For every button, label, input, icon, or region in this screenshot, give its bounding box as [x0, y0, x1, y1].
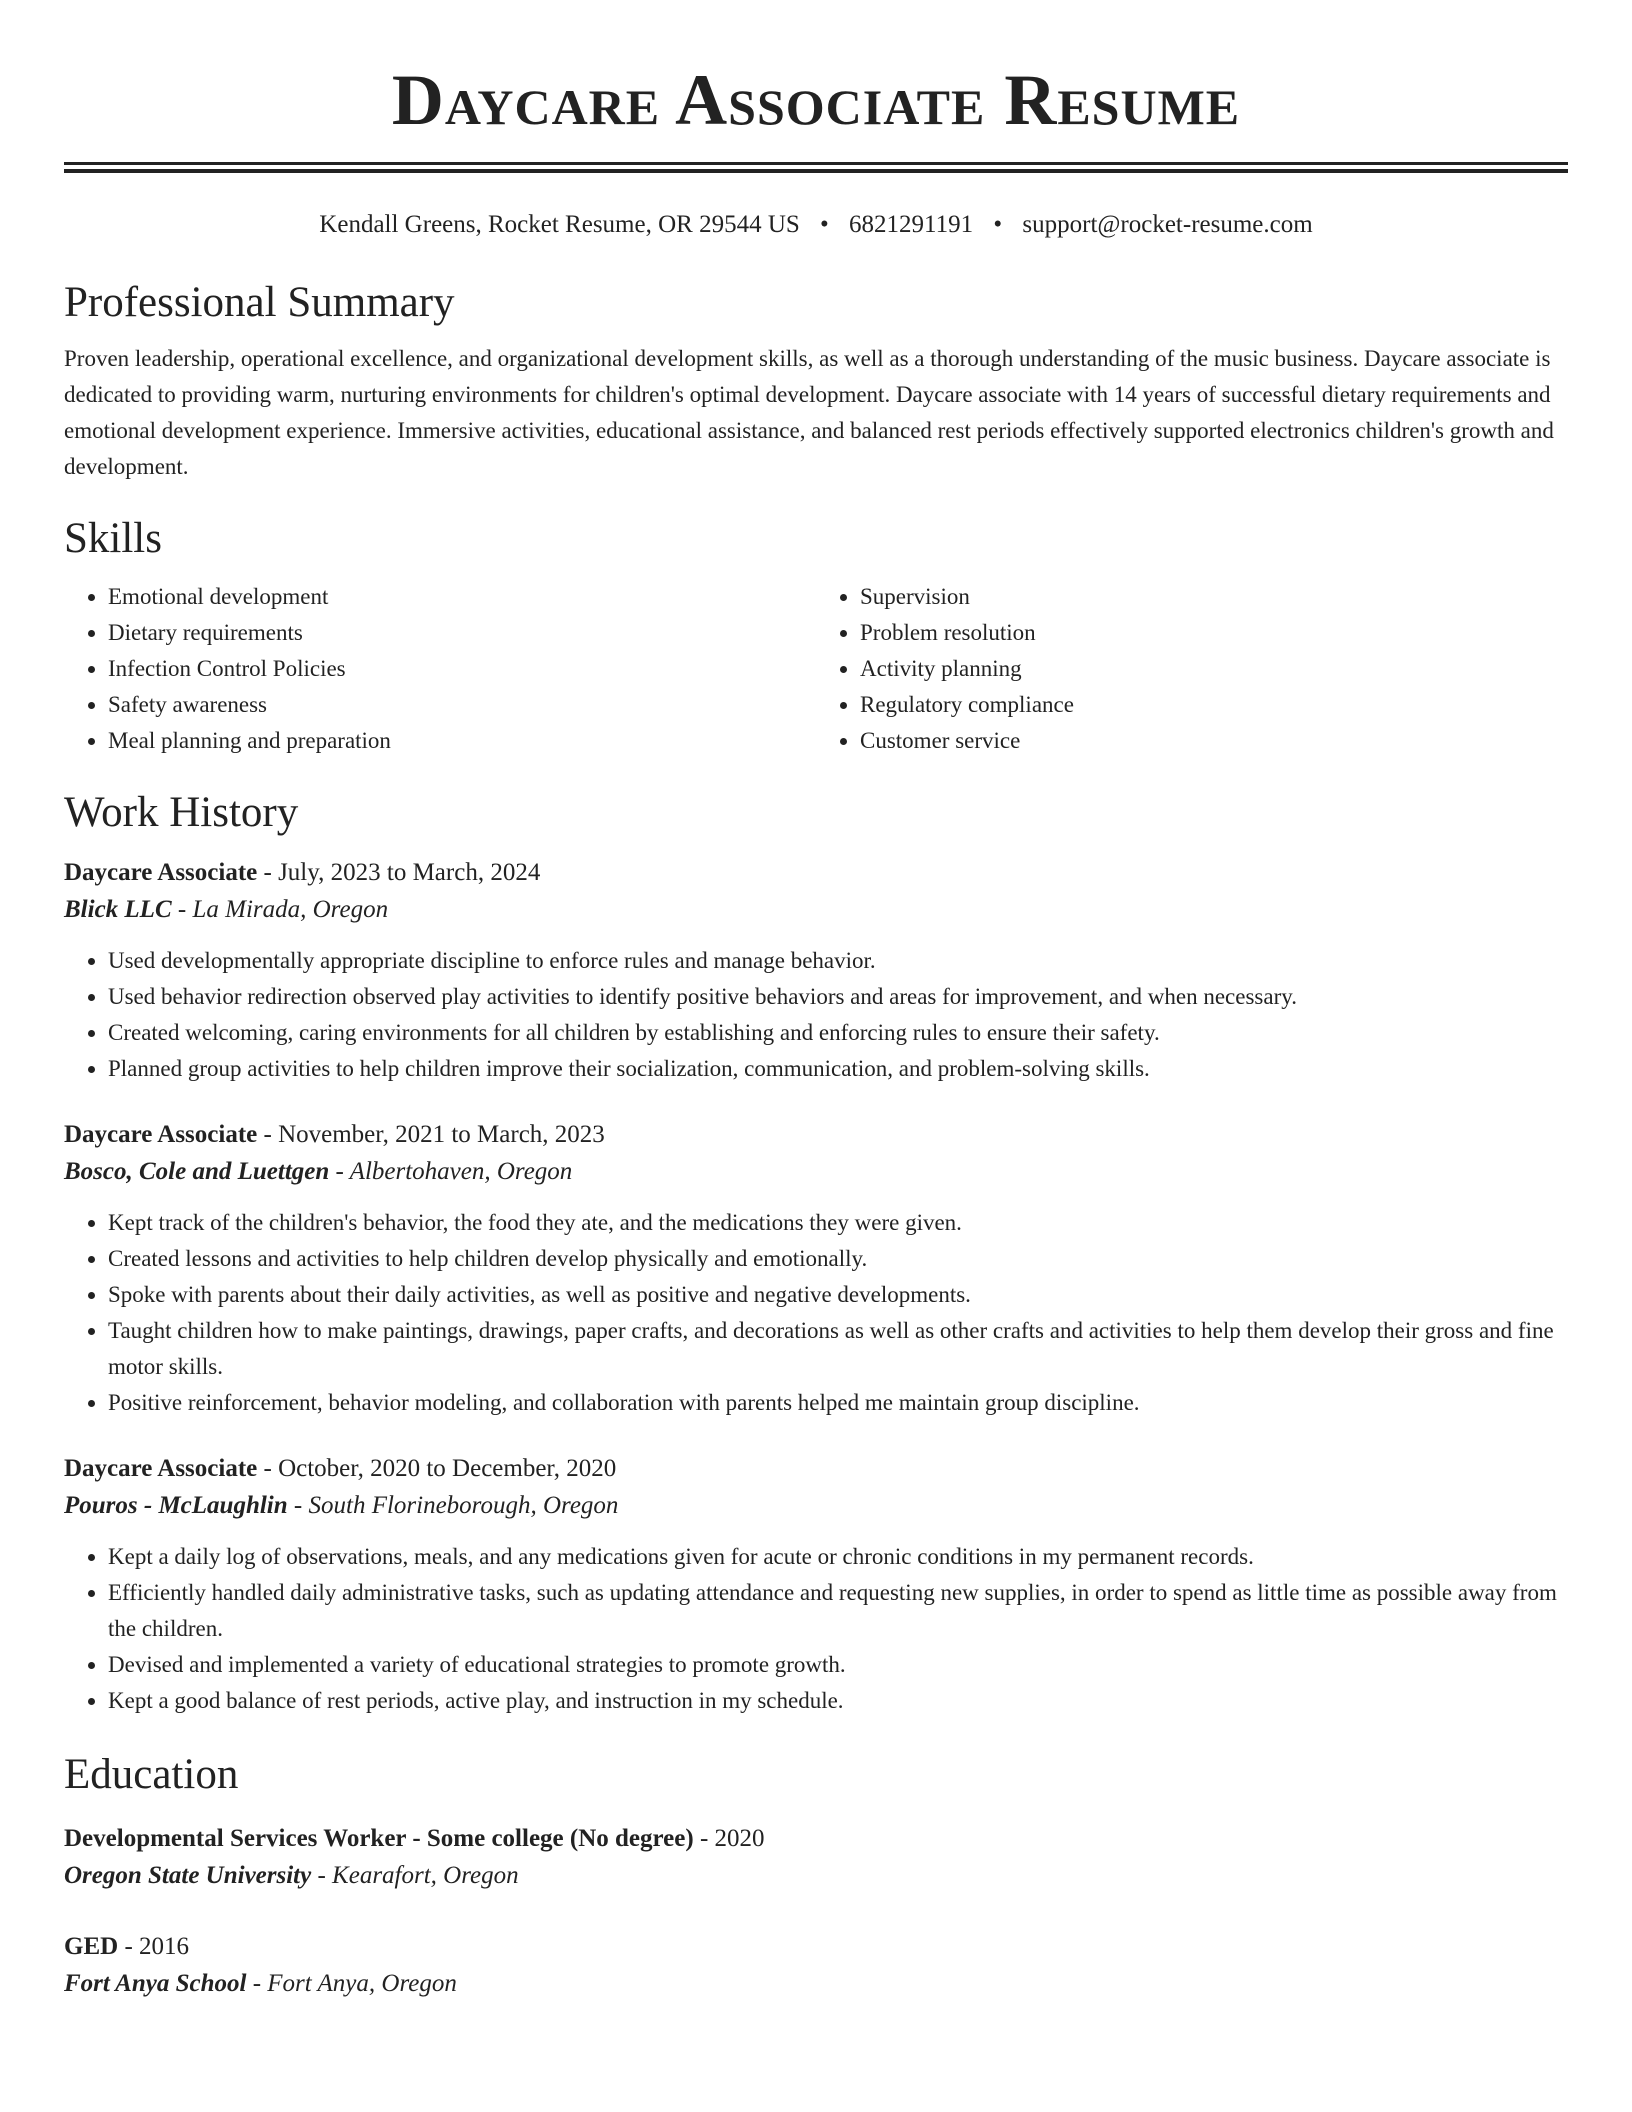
job-bullet: • Kept a good balance of rest periods, active play, and instruction in my schedule. — [108, 1683, 1568, 1719]
education-degree: Developmental Services Worker - Some college (No degree) — [64, 1825, 694, 1852]
job-company-line — [64, 891, 1568, 929]
job-company: Blick LLC — [64, 896, 172, 923]
skill-item: • Safety awareness — [108, 687, 816, 723]
education-year: - 2016 — [124, 1933, 190, 1960]
contact-line — [64, 209, 1568, 241]
education-degree: GED — [64, 1933, 119, 1960]
job-header — [64, 855, 1568, 891]
job-location: - Albertohaven, Oregon — [335, 1158, 573, 1185]
job-entry — [64, 855, 1568, 1087]
contact-separator: • — [993, 211, 1003, 238]
job-company-line — [64, 1153, 1568, 1191]
job-title: Daycare Associate — [64, 859, 258, 886]
job-bullet: • Used behavior redirection observed play activities to identify positive behaviors and areas for improvement, and when necessary. — [108, 979, 1568, 1015]
job-bullet: • Planned group activities to help children improve their socialization, communication, and problem-solving skills. — [108, 1051, 1568, 1087]
skill-item: • Infection Control Policies — [108, 651, 816, 687]
work-history-heading: Work History — [64, 789, 299, 836]
education-entry — [64, 1929, 1568, 2003]
job-location: - La Mirada, Oregon — [177, 896, 389, 923]
skill-item: • Customer service — [860, 723, 1568, 759]
skill-item: • Meal planning and preparation — [108, 723, 816, 759]
contact-phone: 6821291191 — [849, 211, 974, 238]
job-bullet: • Kept track of the children's behavior, the food they ate, and the medications they were given. — [108, 1205, 1568, 1241]
skill-item: • Emotional development — [108, 579, 816, 615]
education-school-line — [64, 1857, 1568, 1895]
job-header — [64, 1451, 1568, 1487]
education-location: - Fort Anya, Oregon — [252, 1970, 457, 1997]
job-bullet: • Devised and implemented a variety of educational strategies to promote growth. — [108, 1647, 1568, 1683]
job-header — [64, 1117, 1568, 1153]
contact-address: Kendall Greens, Rocket Resume, OR 29544 US — [319, 211, 800, 238]
skill-item: • Activity planning — [860, 651, 1568, 687]
job-entry — [64, 1451, 1568, 1719]
job-bullet: • Kept a daily log of observations, meals, and any medications given for acute or chronic conditions in my permanent records. — [108, 1539, 1568, 1575]
skill-item: • Supervision — [860, 579, 1568, 615]
resume-title: Daycare Associate Resume — [391, 60, 1241, 140]
contact-email: support@rocket-resume.com — [1022, 211, 1313, 238]
job-company: Bosco, Cole and Luettgen — [64, 1158, 330, 1185]
job-company: Pouros - McLaughlin — [64, 1492, 288, 1519]
job-dates: - October, 2020 to December, 2020 — [263, 1455, 617, 1482]
education-header — [64, 1821, 1568, 1857]
job-bullet: • Positive reinforcement, behavior modeling, and collaboration with parents helped me maintain group discipline. — [108, 1385, 1568, 1421]
job-dates: - July, 2023 to March, 2024 — [263, 859, 541, 886]
skills-column-right — [816, 579, 1568, 759]
job-bullet: • Efficiently handled daily administrative tasks, such as updating attendance and requesting new supplies, in order to spend as little time as possible away from the children. — [108, 1575, 1568, 1647]
job-title: Daycare Associate — [64, 1121, 258, 1148]
education-school: Oregon State University — [64, 1862, 312, 1889]
education-year: - 2020 — [699, 1825, 765, 1852]
skills-list — [64, 579, 1568, 759]
job-bullets — [64, 1539, 1568, 1719]
skills-column-left — [64, 579, 816, 759]
job-entry — [64, 1117, 1568, 1421]
summary-heading: Professional Summary — [64, 279, 455, 326]
education-heading: Education — [64, 1751, 239, 1798]
job-bullet: • Created welcoming, caring environments for all children by establishing and enforcing rules to ensure their safety. — [108, 1015, 1568, 1051]
job-bullets — [64, 1205, 1568, 1421]
job-location: - South Florineborough, Oregon — [293, 1492, 619, 1519]
job-bullet: • Created lessons and activities to help children develop physically and emotionally. — [108, 1241, 1568, 1277]
job-bullet: • Spoke with parents about their daily activities, as well as positive and negative developments. — [108, 1277, 1568, 1313]
skill-item: • Dietary requirements — [108, 615, 816, 651]
summary-text: Proven leadership, operational excellence, and organizational development skills, as well as a thorough understanding of the music business. Daycare associate is dedicated to providing warm, nurturing environments for children's optimal development. Daycare associate with 14 years of successful dietary requirements and emotional development experience. Immersive activities, educational assistance, and balanced rest periods effectively supported electronics children's growth and development. — [64, 346, 1554, 479]
job-bullets — [64, 943, 1568, 1087]
job-company-line — [64, 1487, 1568, 1525]
job-dates: - November, 2021 to March, 2023 — [263, 1121, 605, 1148]
job-title: Daycare Associate — [64, 1455, 258, 1482]
title-double-rule — [64, 162, 1568, 173]
skill-item: • Regulatory compliance — [860, 687, 1568, 723]
contact-separator: • — [820, 211, 829, 238]
education-school: Fort Anya School — [64, 1970, 247, 1997]
education-entry — [64, 1821, 1568, 1895]
skill-item: • Problem resolution — [860, 615, 1568, 651]
education-school-line — [64, 1965, 1568, 2003]
job-bullet: • Taught children how to make paintings, drawings, paper crafts, and decorations as well as other crafts and activities to help them develop their gross and fine motor skills. — [108, 1313, 1568, 1385]
skills-heading: Skills — [64, 515, 162, 562]
education-location: - Kearafort, Oregon — [317, 1862, 519, 1889]
job-bullet: • Used developmentally appropriate discipline to enforce rules and manage behavior. — [108, 943, 1568, 979]
education-header — [64, 1929, 1568, 1965]
